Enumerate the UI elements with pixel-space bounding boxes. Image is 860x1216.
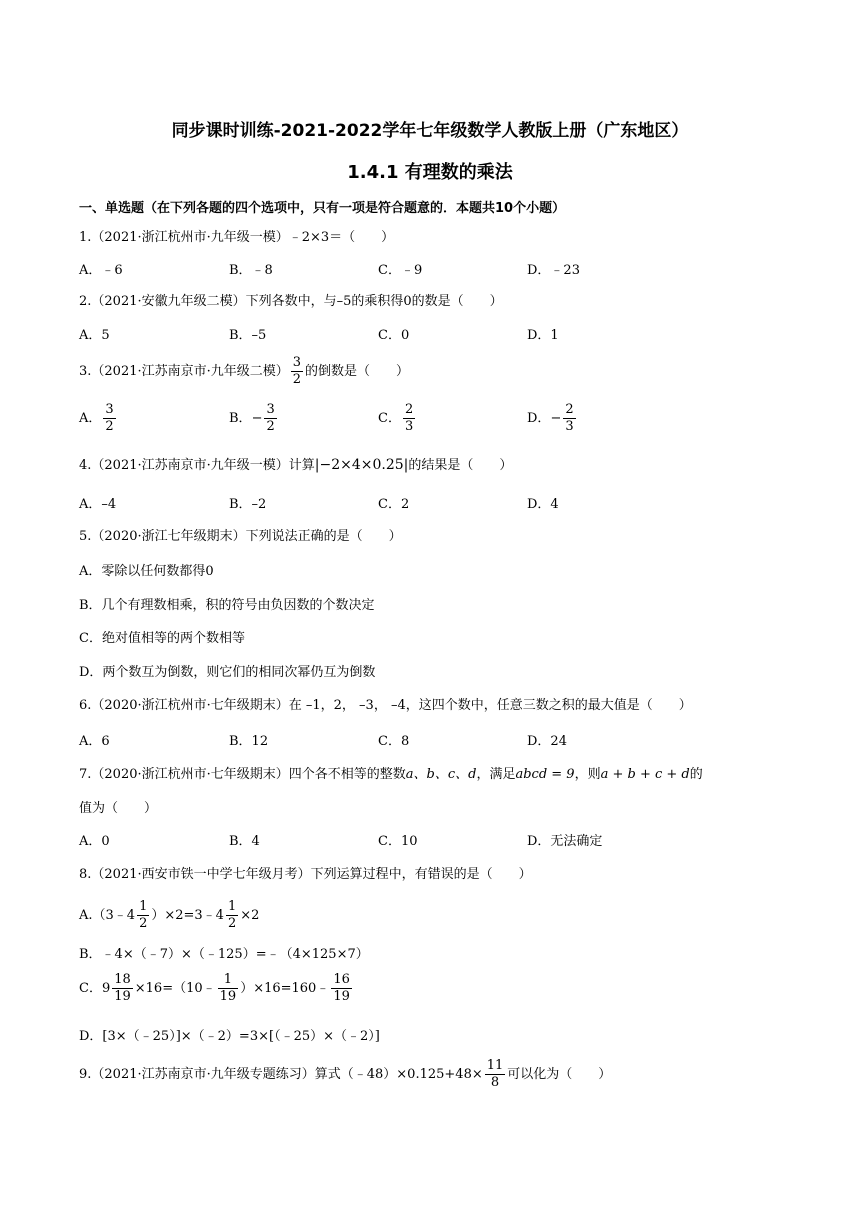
section-heading: 一、单选题（在下列各题的四个选项中，只有一项是符合题意的．本题共10个小题）: [79, 201, 566, 216]
numerator: 2: [404, 402, 414, 417]
q1-option-a: A．﹣6: [79, 263, 123, 278]
q3-option-c: [378, 402, 417, 435]
option-label: C．: [378, 411, 401, 426]
q9-stem-suffix: 可以化为（ ）: [507, 1067, 612, 1082]
q3-fraction: [291, 355, 303, 388]
q7-text: ，满足: [476, 767, 516, 782]
q5-option-c: C．绝对值相等的两个数相等: [79, 631, 245, 646]
q8-option-c: [79, 972, 354, 1005]
numerator: 1: [218, 972, 239, 989]
text: ×2: [240, 908, 260, 923]
denominator: 19: [219, 989, 237, 1004]
q3-option-d: [527, 402, 578, 435]
option-label: D．: [527, 411, 551, 426]
q4-stem-suffix: 的结果是（ ）: [408, 458, 513, 473]
q7-stem-prefix: 7.（2020·浙江杭州市·七年级期末）四个各不相等的整数: [79, 767, 406, 782]
text: A.（3﹣4: [79, 908, 136, 923]
option-label: B．: [229, 411, 252, 426]
denominator: 8: [490, 1075, 500, 1090]
text: ）×2=3﹣4: [151, 908, 224, 923]
q7-stem-continuation: 值为（ ）: [79, 801, 158, 816]
fraction: [218, 972, 239, 1005]
numerator: 1: [139, 899, 148, 914]
q1-option-c: C．﹣9: [378, 263, 423, 278]
q7-sum-expression: a + b + c + d: [600, 767, 690, 782]
question-4-stem: [79, 456, 512, 475]
numerator: 3: [105, 402, 114, 417]
denominator: 3: [404, 419, 414, 434]
q2-option-c: C．0: [378, 328, 410, 343]
q7-option-a: A．0: [79, 834, 110, 849]
question-2-stem: 2.（2021·安徽九年级二模）下列各数中，与–5的乘积得0的数是（ ）: [79, 294, 503, 309]
document-subtitle: 1.4.1 有理数的乘法: [347, 162, 513, 183]
denominator: 19: [333, 989, 350, 1004]
q2-option-a: A．5: [79, 328, 110, 343]
q7-variables: a、b、c、d: [405, 767, 477, 782]
q5-option-b: B．几个有理数相乘，积的符号由负因数的个数决定: [79, 598, 375, 613]
q6-option-c: C．8: [378, 734, 410, 749]
q7-text-2: ，则: [574, 767, 601, 782]
denominator: 2: [105, 419, 114, 434]
denominator: 3: [565, 419, 574, 434]
q1-option-b: B．﹣8: [229, 263, 273, 278]
q2-option-d: D．1: [527, 328, 559, 343]
question-3-stem: [79, 355, 409, 388]
fraction: [485, 1058, 506, 1091]
q7-condition: abcd = 9: [515, 767, 575, 782]
q7-option-d: D．无法确定: [527, 834, 603, 849]
question-6-stem: 6.（2020·浙江杭州市·七年级期末）在 –1，2， –3， –4，这四个数中，任意三数之积的最大值是（ ）: [79, 698, 692, 713]
q4-option-b: B．–2: [229, 497, 267, 512]
q8-option-a: [79, 899, 259, 932]
text: ×16=（10﹣: [134, 981, 216, 996]
q7-option-b: B．4: [229, 834, 260, 849]
q7-option-c: C．10: [378, 834, 418, 849]
q8-option-d: D．[3×（﹣25）]×（﹣2）=3×[（﹣25）×（﹣2）]: [79, 1029, 380, 1044]
question-1-stem: 1.（2021·浙江杭州市·九年级一模）﹣2×3＝（ ）: [79, 230, 395, 245]
q4-stem-prefix: 4.（2021·江苏南京市·九年级一模）计算: [79, 458, 315, 473]
numerator: 3: [266, 402, 275, 417]
fraction: [103, 402, 115, 435]
fraction: [563, 402, 575, 435]
fraction: [264, 402, 276, 435]
q6-option-a: A．6: [79, 734, 110, 749]
q4-option-a: A．–4: [79, 497, 117, 512]
q7-stem-suffix: 的: [689, 767, 703, 782]
denominator: 2: [292, 372, 302, 387]
question-5-stem: 5.（2020·浙江七年级期末）下列说法正确的是（ ）: [79, 529, 402, 544]
denominator: 2: [266, 419, 275, 434]
q3-stem-suffix: 的倒数是（ ）: [305, 364, 410, 379]
numerator: 2: [565, 402, 574, 417]
q6-option-d: D．24: [527, 734, 567, 749]
question-9-stem: [79, 1058, 611, 1091]
q4-expression: |−2×4×0.25|: [314, 457, 409, 473]
minus-sign: −: [251, 411, 263, 426]
q4-option-c: C．2: [378, 497, 410, 512]
question-7-stem: [79, 766, 703, 784]
numerator: 18: [114, 972, 131, 987]
minus-sign: −: [550, 411, 562, 426]
q2-option-b: B．–5: [229, 328, 267, 343]
fraction: [137, 899, 149, 932]
q9-stem-prefix: 9.（2021·江苏南京市·九年级专题练习）算式（﹣48）×0.125+48×: [79, 1067, 483, 1082]
text: ）×16=160﹣: [240, 981, 330, 996]
numerator: 11: [486, 1058, 504, 1073]
q3-option-b: [229, 402, 279, 435]
text: C．9: [79, 981, 111, 996]
question-8-stem: 8.（2021·西安市铁一中学七年级月考）下列运算过程中，有错误的是（ ）: [79, 867, 532, 882]
document-title: 同步课时训练-2021-2022学年七年级数学人教版上册（广东地区）: [171, 121, 689, 141]
denominator: 19: [114, 989, 131, 1004]
fraction: [226, 899, 238, 932]
numerator: 1: [227, 899, 237, 914]
q3-stem-prefix: 3.（2021·江苏南京市·九年级二模）: [79, 364, 289, 379]
fraction: [403, 402, 415, 435]
q3-option-a: [79, 402, 118, 435]
q1-option-d: D．﹣23: [527, 263, 580, 278]
denominator: 2: [139, 916, 148, 931]
numerator: 16: [333, 972, 350, 987]
numerator: 3: [292, 355, 302, 370]
q4-option-d: D．4: [527, 497, 559, 512]
q5-option-d: D．两个数互为倒数，则它们的相同次幂仍互为倒数: [79, 665, 376, 680]
fraction: [112, 972, 133, 1005]
q6-option-b: B．12: [229, 734, 269, 749]
q5-option-a: A．零除以任何数都得0: [79, 564, 214, 579]
denominator: 2: [227, 916, 237, 931]
q8-option-b: B．﹣4×（﹣7）×（﹣125）=﹣（4×125×7）: [79, 947, 369, 962]
fraction: [331, 972, 352, 1005]
option-label: A．: [79, 411, 102, 426]
